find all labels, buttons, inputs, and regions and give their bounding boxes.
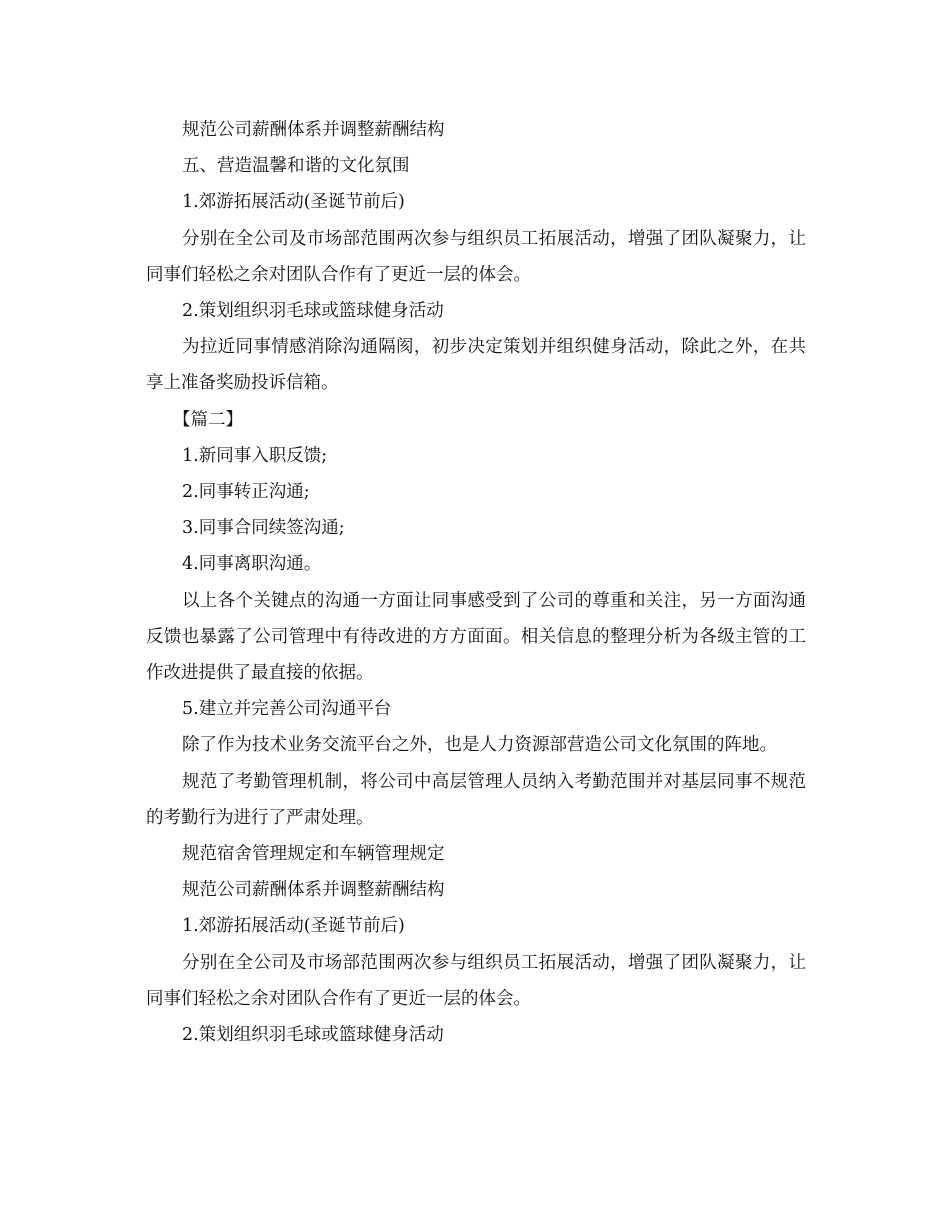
list-item: 1.新同事入职反馈; <box>182 445 328 466</box>
paragraph: 为拉近同事情感消除沟通隔阂，初步决定策划并组织健身活动，除此之外，在共享上准备奖励投诉信箱。 <box>146 337 806 394</box>
list-item: 1.郊游拓展活动(圣诞节前后) <box>182 192 405 213</box>
list-item: 2.策划组织羽毛球或篮球健身活动 <box>182 301 444 322</box>
paragraph: 分别在全公司及市场部范围两次参与组织员工拓展活动，增强了团队凝聚力，让同事们轻松之余对团队合作有了更近一层的体会。 <box>146 952 806 1009</box>
document-body <box>146 112 806 1053</box>
paragraph: 以上各个关键点的沟通一方面让同事感受到了公司的尊重和关注，另一方面沟通反馈也暴露了公司管理中有待改进的方方面面。相关信息的整理分析为各级主管的工作改进提供了最直接的依据。 <box>146 590 806 684</box>
list-item: 3.同事合同续签沟通; <box>182 518 345 539</box>
list-item: 4.同事离职沟通。 <box>182 554 322 575</box>
paragraph: 除了作为技术业务交流平台之外，也是人力资源部营造公司文化氛围的阵地。 <box>182 735 777 756</box>
list-item: 1.郊游拓展活动(圣诞节前后) <box>182 916 405 937</box>
paragraph: 规范了考勤管理机制，将公司中高层管理人员纳入考勤范围并对基层同事不规范的考勤行为进行了严肃处理。 <box>146 771 806 828</box>
paragraph: 分别在全公司及市场部范围两次参与组织员工拓展活动，增强了团队凝聚力，让同事们轻松之余对团队合作有了更近一层的体会。 <box>146 228 806 285</box>
list-item: 2.策划组织羽毛球或篮球健身活动 <box>182 1025 444 1046</box>
paragraph: 规范公司薪酬体系并调整薪酬结构 <box>182 120 445 140</box>
paragraph: 规范公司薪酬体系并调整薪酬结构 <box>182 880 445 901</box>
list-item: 2.同事转正沟通; <box>182 482 310 503</box>
paragraph: 规范宿舍管理规定和车辆管理规定 <box>182 844 445 865</box>
section-heading: 【篇二】 <box>173 409 243 430</box>
section-heading: 五、营造温馨和谐的文化氛围 <box>182 156 410 177</box>
list-item: 5.建立并完善公司沟通平台 <box>182 699 392 720</box>
